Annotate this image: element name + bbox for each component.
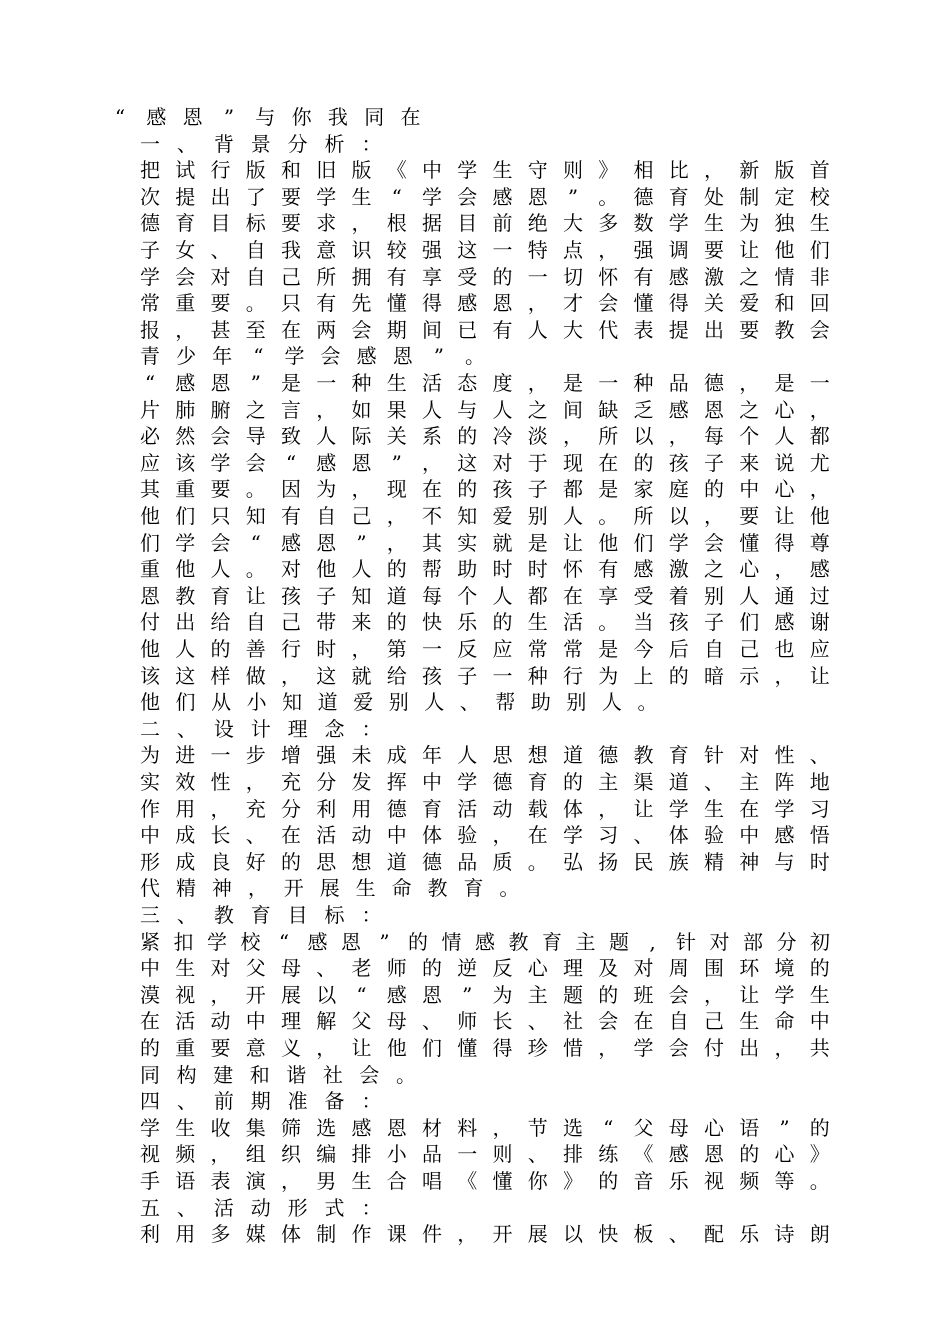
document-line: 把 试 行 版 和 旧 版 《 中 学 生 守 则 》 相 比 ， 新 版 首 [140,158,830,183]
document-line: 五 、 活 动 形 式 ： [140,1195,382,1220]
document-line: 四 、 前 期 准 备 ： [140,1089,382,1114]
document-line: 付 出 给 自 己 带 来 的 快 乐 的 生 活 。 当 孩 子 们 感 谢 [140,610,830,635]
document-line: 在 活 动 中 理 解 父 母 、 师 长 、 社 会 在 自 己 生 命 中 [140,1009,830,1034]
document-line: 其 重 要 。 因 为 ， 现 在 的 孩 子 都 是 家 庭 的 中 心 ， [140,477,830,502]
document-line: 们 学 会 “ 感 恩 ” ， 其 实 就 是 让 他 们 学 会 懂 得 尊 [140,530,830,555]
document-line: 青 少 年 “ 学 会 感 恩 ” 。 [140,344,485,369]
document-line: 学 生 收 集 筛 选 感 恩 材 料 ， 节 选 “ 父 母 心 语 ” 的 [140,1115,830,1140]
document-line: 他 们 只 知 有 自 己 ， 不 知 爱 别 人 。 所 以 ， 要 让 他 [140,504,830,528]
document-line: 他 们 从 小 知 道 爱 别 人 、 帮 助 别 人 。 [140,690,658,715]
document-line: 片 肺 腑 之 言 ， 如 果 人 与 人 之 间 缺 乏 感 恩 之 心 ， [140,397,830,422]
document-line: 作 用 ， 充 分 利 用 德 育 活 动 载 体 ， 让 学 生 在 学 习 [140,796,830,821]
document-line: 利 用 多 媒 体 制 作 课 件 ， 开 展 以 快 板 、 配 乐 诗 朗 [140,1222,830,1247]
document-line: 常 重 要 。 只 有 先 懂 得 感 恩 ， 才 会 懂 得 关 爱 和 回 [140,291,830,316]
document-title: “ 感 恩 ” 与 你 我 同 在 [114,105,421,129]
document-line: 三 、 教 育 目 标 ： [140,903,382,927]
document-line: 一 、 背 景 分 析 ： [140,131,382,156]
document-line: 二 、 设 计 理 念 ： [140,716,382,741]
document-line: 重 他 人 。 对 他 人 的 帮 助 时 时 怀 有 感 激 之 心 ， 感 [140,557,830,582]
document-line: 恩 教 育 让 孩 子 知 道 每 个 人 都 在 享 受 着 别 人 通 过 [140,583,830,608]
document-line: 同 构 建 和 谐 社 会 。 [140,1062,416,1087]
document-line: 手 语 表 演 ， 男 生 合 唱 《 懂 你 》 的 音 乐 视 频 等 。 [140,1169,830,1193]
document-line: 中 成 长 、 在 活 动 中 体 验 ， 在 学 习 、 体 验 中 感 悟 [140,823,830,848]
document-line: 该 这 样 做 ， 这 就 给 孩 子 一 种 行 为 上 的 暗 示 ， 让 [140,663,830,688]
document-line: 必 然 会 导 致 人 际 关 系 的 冷 淡 ， 所 以 ， 每 个 人 都 [140,424,830,449]
document-line: “ 感 恩 ” 是 一 种 生 活 态 度 ， 是 一 种 品 德 ， 是 一 [144,371,830,395]
document-line: 代 精 神 ， 开 展 生 命 教 育 。 [140,876,520,901]
document-line: 应 该 学 会 “ 感 恩 ” ， 这 对 于 现 在 的 孩 子 来 说 尤 [140,450,830,475]
document-line: 中 生 对 父 母 、 老 师 的 逆 反 心 理 及 对 周 围 环 境 的 [140,956,830,981]
document-line: 报 ， 甚 至 在 两 会 期 间 已 有 人 大 代 表 提 出 要 教 会 [140,317,830,342]
document-line: 视 频 ， 组 织 编 排 小 品 一 则 、 排 练 《 感 恩 的 心 》 [140,1142,830,1167]
document-line: 德 育 目 标 要 求 ， 根 据 目 前 绝 大 多 数 学 生 为 独 生 [140,211,830,236]
document-line: 为 进 一 步 增 强 未 成 年 人 思 想 道 德 教 育 针 对 性 、 [140,743,830,768]
document-line: 漠 视 ， 开 展 以 “ 感 恩 ” 为 主 题 的 班 会 ， 让 学 生 [140,982,830,1007]
document-line: 紧 扣 学 校 “ 感 恩 ” 的 情 感 教 育 主 题 , 针 对 部 分 初 [140,929,830,954]
document-line: 子 女 、 自 我 意 识 较 强 这 一 特 点 ， 强 调 要 让 他 们 [140,238,830,262]
document-line: 实 效 性 ， 充 分 发 挥 中 学 德 育 的 主 渠 道 、 主 阵 地 [140,770,830,794]
document-line: 形 成 良 好 的 思 想 道 德 品 质 。 弘 扬 民 族 精 神 与 时 [140,849,830,874]
document-line: 学 会 对 自 己 所 拥 有 享 受 的 一 切 怀 有 感 激 之 情 非 [140,264,830,289]
document-line: 次 提 出 了 要 学 生 “ 学 会 感 恩 ” 。 德 育 处 制 定 校 [140,184,830,209]
document-line: 他 人 的 善 行 时 ， 第 一 反 应 常 常 是 今 后 自 己 也 应 [140,637,830,661]
document-line: 的 重 要 意 义 ， 让 他 们 懂 得 珍 惜 ， 学 会 付 出 ， 共 [140,1036,830,1060]
